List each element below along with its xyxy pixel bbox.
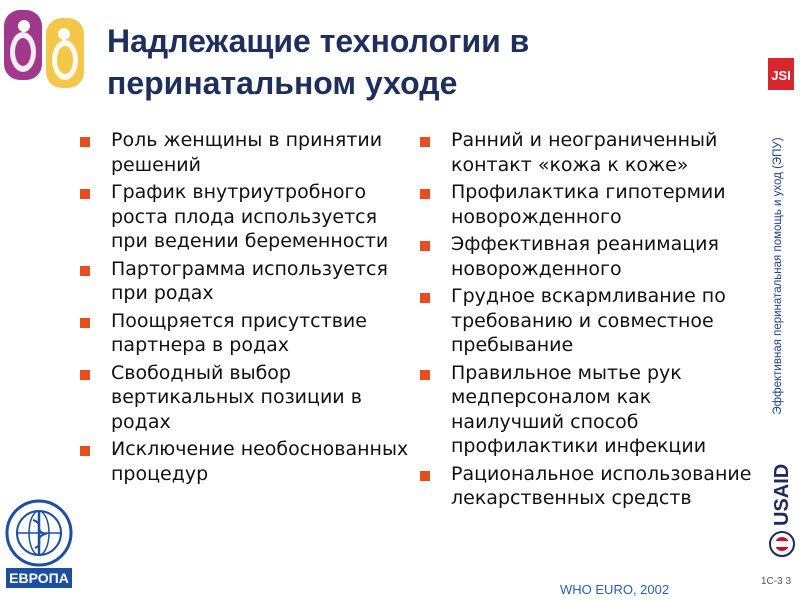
usaid-logo-icon xyxy=(764,452,800,562)
list-item xyxy=(80,180,412,254)
list-item-text: Исключение необоснованных процедур xyxy=(111,438,409,485)
bullet-square-icon xyxy=(80,446,90,456)
page-title xyxy=(107,20,667,104)
list-item-text: Роль женщины в принятии решений xyxy=(111,129,383,176)
right-bullet-list xyxy=(420,128,765,514)
list-item xyxy=(80,361,412,435)
list-item-text: Свободный выбор вертикальных позиции в родах xyxy=(111,361,362,433)
bullet-square-icon xyxy=(420,471,430,481)
list-item-text: График внутриутробного роста плода используется при ведении беременности xyxy=(111,181,389,252)
left-bullet-list xyxy=(80,128,412,489)
list-item xyxy=(420,361,765,459)
list-item xyxy=(420,232,765,281)
usaid-logo-text: USAID xyxy=(771,463,793,526)
list-item-text: Профилактика гипотермии новорожденного xyxy=(451,181,726,228)
list-item xyxy=(420,128,765,177)
list-item-text: Партограмма используется при родах xyxy=(111,257,388,304)
bullet-square-icon xyxy=(420,137,430,147)
list-item xyxy=(420,462,765,511)
side-caption: Эффективная перинатальная помощь и уход (ЭПУ) xyxy=(772,137,784,415)
bullet-square-icon xyxy=(80,266,90,276)
list-item xyxy=(420,180,765,229)
list-item-text: Грудное вскармливание по требованию и совместное пребывание xyxy=(451,285,726,356)
list-item xyxy=(80,128,412,177)
list-item xyxy=(80,437,412,486)
jsi-logo-icon xyxy=(768,58,794,90)
list-item-text: Поощряется присутствие партнера в родах xyxy=(111,309,367,356)
bullet-square-icon xyxy=(80,137,90,147)
list-item-text: Эффективная реанимация новорожденного xyxy=(451,233,719,280)
list-item-text: Правильное мытье рук медперсоналом как наилучший способ профилактики инфекции xyxy=(451,361,707,457)
list-item xyxy=(80,257,412,306)
title-line-1: Надлежащие технологии в xyxy=(107,23,530,59)
title-line-2: перинатальном уходе xyxy=(107,65,458,101)
who-emblem-icon xyxy=(0,498,78,568)
jsi-logo-text: JSI xyxy=(771,68,791,83)
list-item-text: Рациональное использование лекарственных средств xyxy=(451,462,752,509)
bullet-square-icon xyxy=(80,189,90,199)
mother-pregnancy-logo-icon xyxy=(2,4,88,94)
bullet-square-icon xyxy=(420,293,430,303)
bullet-square-icon xyxy=(420,189,430,199)
slide-number: 1C-3 3 xyxy=(760,576,791,587)
bullet-square-icon xyxy=(80,370,90,380)
list-item xyxy=(80,309,412,358)
source-citation: WHO EURO, 2002 xyxy=(560,582,670,597)
bullet-square-icon xyxy=(420,370,430,380)
list-item xyxy=(420,284,765,358)
bullet-square-icon xyxy=(420,241,430,251)
list-item-text: Ранний и неограниченный контакт «кожа к коже» xyxy=(451,129,718,176)
bullet-square-icon xyxy=(80,318,90,328)
who-europe-label: ЕВРОПА xyxy=(6,568,72,588)
